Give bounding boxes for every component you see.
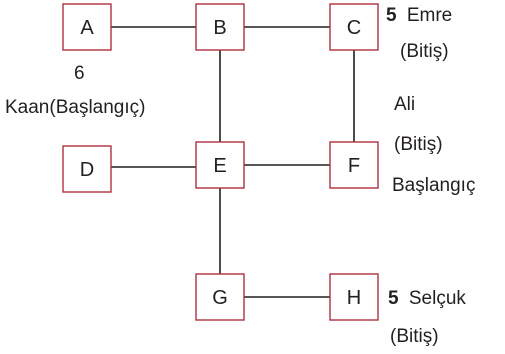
node-c-label: C [346, 17, 362, 39]
emre-name: Emre [406, 5, 453, 26]
node-b-label: B [213, 17, 227, 39]
node-e-label: E [213, 155, 227, 177]
node-g [196, 274, 244, 320]
node-e [196, 142, 244, 188]
selcuk-role: (Bitiş) [390, 326, 439, 347]
node-f [330, 142, 378, 188]
kaan-label: Kaan(Başlangıç) [5, 97, 146, 118]
selcuk-name: Selçuk [408, 288, 466, 309]
emre-annotation [386, 5, 452, 26]
node-f-label: F [347, 155, 361, 177]
emre-number: 5 [386, 5, 397, 26]
node-h [330, 274, 378, 320]
emre-role: (Bitiş) [400, 41, 449, 62]
selcuk-number: 5 [388, 288, 399, 309]
ali-role-start: Başlangıç [392, 175, 476, 196]
node-d-label: D [79, 159, 95, 181]
ali-name: Ali [394, 94, 416, 115]
selcuk-annotation [388, 288, 466, 309]
ali-role: (Bitiş) [394, 134, 443, 155]
node-c [330, 4, 378, 50]
node-b [196, 4, 244, 50]
node-d [63, 146, 111, 192]
node-a [63, 4, 111, 50]
node-g-label: G [212, 287, 228, 309]
kaan-number: 6 [74, 63, 85, 84]
node-h-label: H [346, 287, 362, 309]
node-a-label: A [80, 17, 94, 39]
